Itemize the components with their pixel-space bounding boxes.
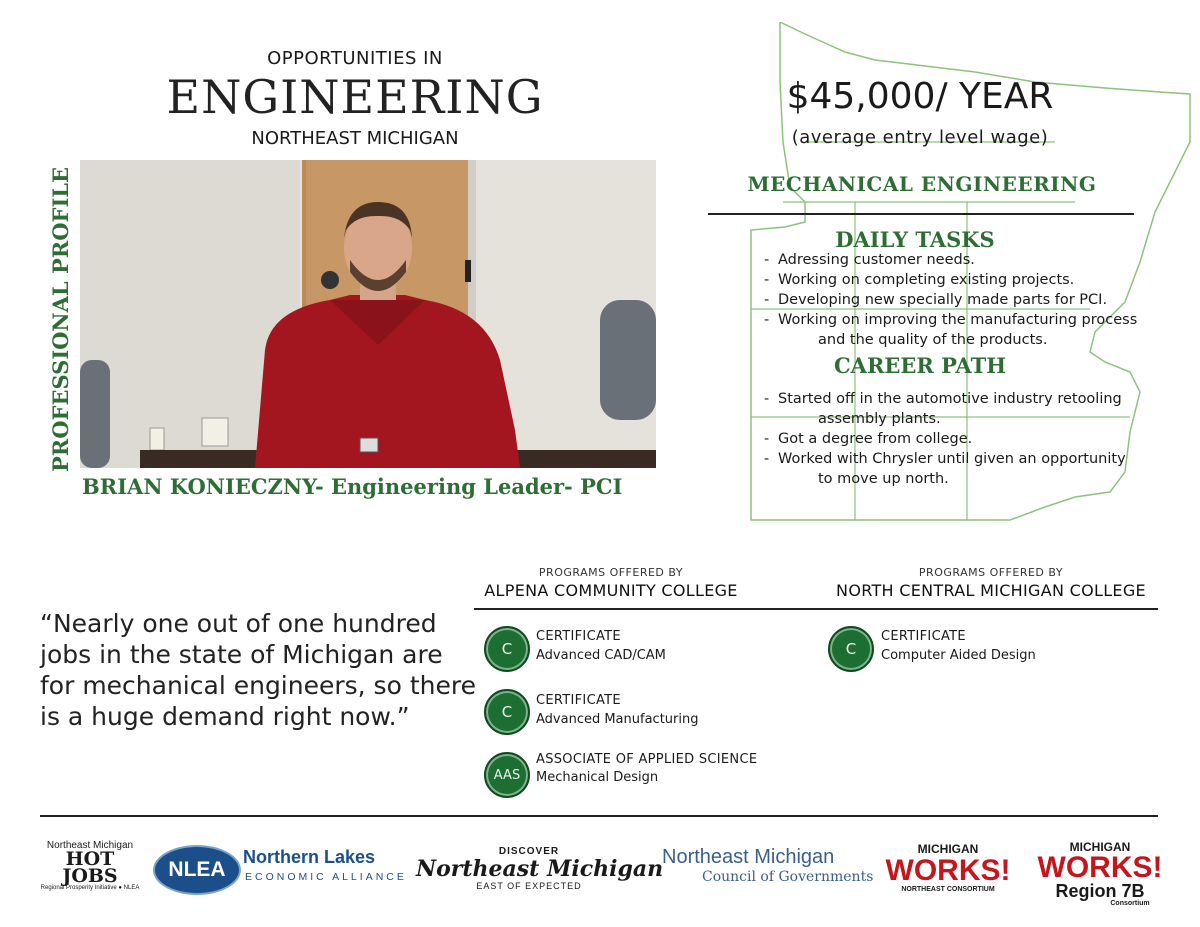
list-item: - Working on completing existing projects. [762, 270, 1182, 290]
header-region: NORTHEAST MICHIGAN [251, 128, 459, 149]
side-label: PROFESSIONAL PROFILE [48, 166, 73, 472]
program-type: CERTIFICATE [881, 629, 966, 644]
divider [474, 608, 1158, 610]
college-name-acc: ALPENA COMMUNITY COLLEGE [484, 581, 738, 600]
northern-lakes-logo: NLEA Northern Lakes ECONOMIC ALLIANCE [153, 843, 411, 893]
list-item: - Working on improving the manufacturing process and the quality of the products. [762, 310, 1182, 350]
career-path-title: CAREER PATH [833, 353, 1007, 378]
council-of-governments-logo: Northeast Michigan Council of Governments [662, 846, 874, 885]
program-type: CERTIFICATE [536, 693, 621, 708]
page-title: ENGINEERING [166, 70, 544, 124]
program-name: Advanced Manufacturing [536, 712, 699, 727]
certificate-badge: C [828, 626, 874, 672]
daily-tasks-title: DAILY TASKS [835, 227, 995, 252]
nlea-badge: NLEA [153, 845, 241, 895]
discover-northeast-michigan-logo: DISCOVER Northeast Michigan EAST OF EXPECTED [416, 846, 664, 891]
divider [708, 213, 1134, 215]
divider [40, 815, 1158, 817]
profile-photo [80, 160, 656, 468]
program-type: CERTIFICATE [536, 629, 621, 644]
associate-badge: AAS [484, 752, 530, 798]
wage-amount: $45,000/ YEAR [786, 76, 1054, 117]
field-title: MECHANICAL ENGINEERING [747, 172, 1097, 196]
daily-tasks-list [762, 250, 1182, 350]
programs-label-ncmc: PROGRAMS OFFERED BY [918, 566, 1064, 579]
program-name: Computer Aided Design [881, 648, 1036, 663]
photo-caption: BRIAN KONIECZNY- Engineering Leader- PCI [82, 474, 623, 499]
program-name: Advanced CAD/CAM [536, 648, 666, 663]
wage-note: (average entry level wage) [791, 127, 1049, 148]
programs-label-acc: PROGRAMS OFFERED BY [538, 566, 684, 579]
certificate-badge: C [484, 689, 530, 735]
list-item: - Got a degree from college. [762, 429, 1182, 449]
career-path-list [762, 389, 1182, 489]
michigan-works-region-7b-logo: MICHIGAN WORKS! Region 7B Consortium [1037, 840, 1163, 907]
program-type: ASSOCIATE OF APPLIED SCIENCE [536, 752, 758, 767]
college-name-ncmc: NORTH CENTRAL MICHIGAN COLLEGE [836, 581, 1146, 600]
list-item: - Developing new specially made parts for PCI. [762, 290, 1182, 310]
program-name: Mechanical Design [536, 770, 659, 785]
michigan-works-northeast-logo: MICHIGAN WORKS! NORTHEAST CONSORTIUM [885, 842, 1011, 893]
list-item: - Started off in the automotive industry retooling assembly plants. [762, 389, 1182, 429]
header-top-line: OPPORTUNITIES IN [267, 48, 443, 69]
quote: “Nearly one out of one hundred jobs in the state of Michigan are for mechanical engineers, so there is a huge demand right now.” [40, 609, 476, 731]
hot-jobs-logo: Northeast Michigan HOT JOBS Regional Prosperity Initiative ● NLEA [40, 840, 140, 891]
certificate-badge: C [484, 626, 530, 672]
list-item: - Worked with Chrysler until given an opportunity to move up north. [762, 449, 1182, 489]
list-item: - Adressing customer needs. [762, 250, 1182, 270]
